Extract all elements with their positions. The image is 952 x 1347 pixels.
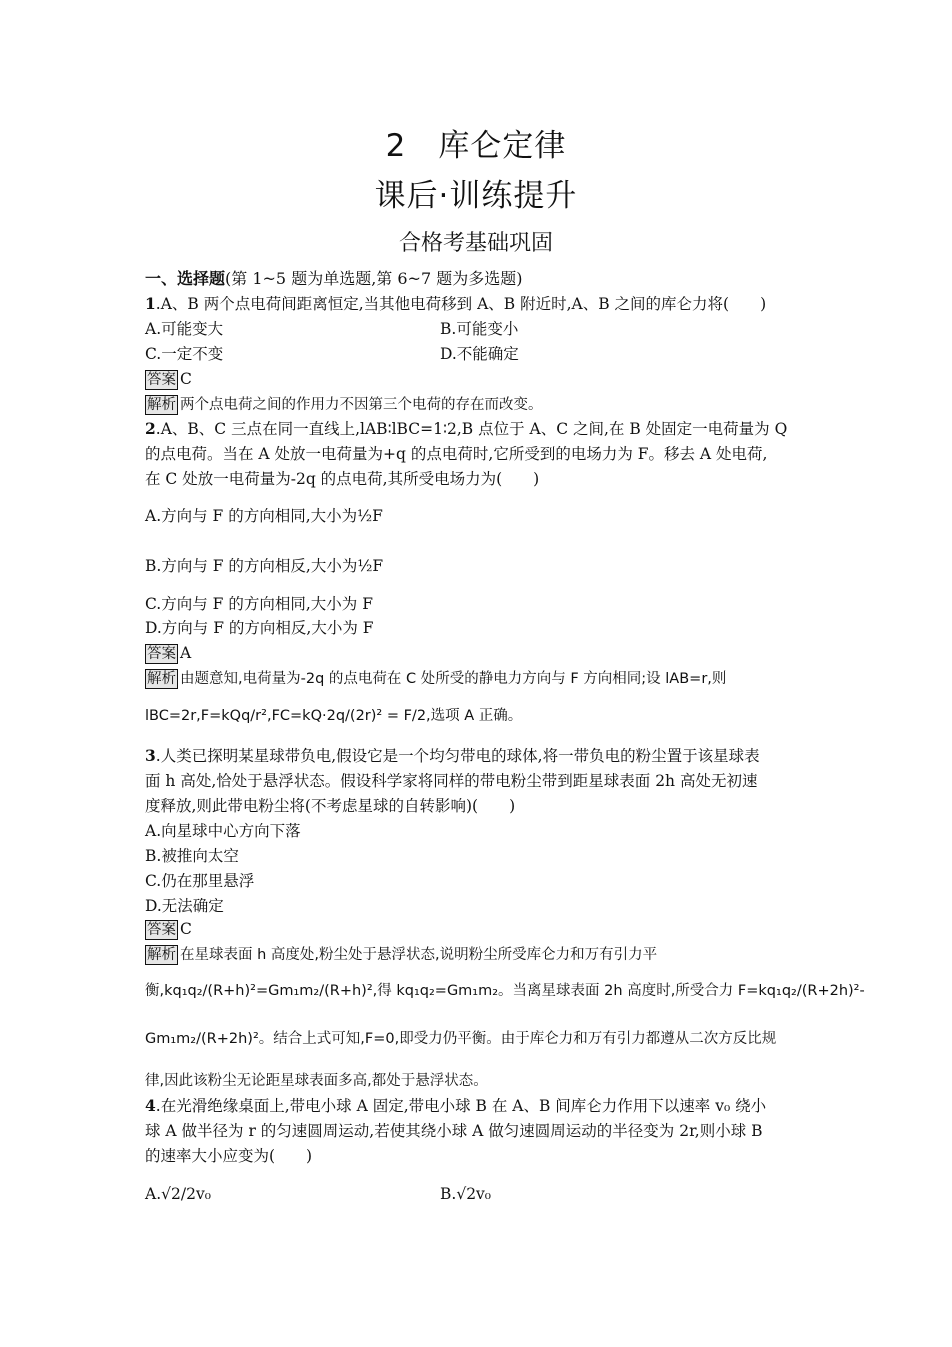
analysis-text-line-2: lBC=2r,F=kQq/r²,FC=kQ·2q/(2r)² = F/2,选项 A 正确。 [145, 708, 523, 724]
q1-option-a: A.可能变大 [145, 320, 224, 338]
question-number: 4 [145, 1096, 156, 1115]
q3-option-a: A.向星球中心方向下落 [145, 822, 301, 840]
question-number: 2 [145, 419, 156, 438]
question-text-line-3: 在 C 处放一电荷量为-2q 的点电荷,其所受电场力为( ) [145, 470, 540, 488]
question-number: 3 [145, 746, 156, 765]
question-1 [145, 293, 810, 315]
q4-options [145, 1183, 810, 1205]
question-text-line-1: .在光滑绝缘桌面上,带电小球 A 固定,带电小球 B 在 A、B 间库仑力作用下以速率 v₀ 绕小 [155, 1097, 767, 1115]
analysis-text-line-4: 律,因此该粉尘无论距星球表面多高,都处于悬浮状态。 [145, 1073, 488, 1089]
question-text-line-2: 的点电荷。当在 A 处放一电荷量为+q 的点电荷时,它所受到的电场力为 F。移去 A 处电荷, [145, 445, 768, 463]
question-4 [145, 1095, 810, 1117]
analysis-tag: 解析 [147, 397, 176, 413]
q4-option-b: B.√2v₀ [440, 1185, 492, 1203]
question-2 [145, 418, 810, 440]
question-text-line-3: 度释放,则此带电粉尘将(不考虑星球的自转影响)( ) [145, 797, 516, 815]
analysis-tag: 解析 [147, 947, 176, 963]
analysis-text-line-2: 衡,kq₁q₂/(R+h)²=Gm₁m₂/(R+h)²,得 kq₁q₂=Gm₁m₂。当离星球表面 2h 高度时,所受合力 F=kq₁q₂/(R+2h)²- [145, 983, 865, 999]
q2-option-b: B.方向与 F 的方向相反,大小为½F [145, 557, 384, 575]
question-text-line-1: .人类已探明某星球带负电,假设它是一个均匀带电的球体,将一带负电的粉尘置于该星球表 [155, 747, 760, 765]
analysis-text-line-3: Gm₁m₂/(R+2h)²。结合上式可知,F=0,即受力仍平衡。由于库仑力和万有引力都遵从二次方反比规 [145, 1031, 777, 1047]
question-text-line-1: .A、B、C 三点在同一直线上,lAB∶lBC=1∶2,B 点位于 A、C 之间,在 B 处固定一电荷量为 Q [155, 420, 788, 438]
q1-option-c: C.一定不变 [145, 345, 224, 363]
q4-option-a: A.√2/2v₀ [145, 1185, 211, 1203]
q3-option-c: C.仍在那里悬浮 [145, 872, 255, 890]
question-text-line-2: 面 h 高处,恰处于悬浮状态。假设科学家将同样的带电粉尘带到距星球表面 2h 高处无初速 [145, 772, 758, 790]
chapter-title: 2 库仑定律 [385, 128, 567, 164]
answer-value: C [180, 370, 192, 388]
q3-answer [145, 918, 810, 940]
q3-option-b: B.被推向太空 [145, 847, 239, 865]
page-subtitle: 课后·训练提升 [374, 178, 578, 214]
analysis-text-line-1: 在星球表面 h 高度处,粉尘处于悬浮状态,说明粉尘所受库仑力和万有引力平 [180, 947, 658, 963]
analysis-text: 两个点电荷之间的作用力不因第三个电荷的存在而改变。 [180, 397, 543, 413]
answer-tag: 答案 [147, 372, 176, 388]
q3-analysis [145, 943, 810, 966]
analysis-tag: 解析 [147, 671, 176, 687]
question-number: 1 [145, 294, 156, 313]
section-heading-label: 一、选择题 [145, 269, 226, 288]
section-title: 合格考基础巩固 [398, 231, 553, 256]
section-heading-note: (第 1~5 题为单选题,第 6~7 题为多选题) [225, 269, 523, 288]
question-text-line-3: 的速率大小应变为( ) [145, 1147, 313, 1165]
q1-options-row-2 [145, 343, 810, 365]
q1-options-row-1 [145, 318, 810, 340]
answer-tag: 答案 [147, 922, 176, 938]
q2-option-d: D.方向与 F 的方向相反,大小为 F [145, 619, 374, 637]
q3-option-d: D.无法确定 [145, 897, 224, 915]
q1-analysis [145, 393, 810, 416]
analysis-text-line-1: 由题意知,电荷量为-2q 的点电荷在 C 处所受的静电力方向与 F 方向相同;设 lAB=r,则 [180, 671, 727, 687]
q2-option-a: A.方向与 F 的方向相同,大小为½F [145, 507, 383, 525]
q1-answer [145, 368, 810, 390]
answer-value: C [180, 920, 192, 938]
answer-value: A [180, 644, 192, 662]
section-heading [145, 268, 810, 290]
answer-tag: 答案 [147, 646, 176, 662]
question-text: .A、B 两个点电荷间距离恒定,当其他电荷移到 A、B 附近时,A、B 之间的库仑力将( ) [155, 295, 767, 313]
question-3 [145, 745, 810, 767]
q1-option-b: B.可能变小 [440, 320, 519, 338]
q2-option-c: C.方向与 F 的方向相同,大小为 F [145, 595, 373, 613]
q2-answer [145, 642, 810, 664]
q2-analysis [145, 667, 810, 690]
question-text-line-2: 球 A 做半径为 r 的匀速圆周运动,若使其绕小球 A 做匀速圆周运动的半径变为 2r,则小球 B [145, 1122, 763, 1140]
q1-option-d: D.不能确定 [440, 345, 519, 363]
